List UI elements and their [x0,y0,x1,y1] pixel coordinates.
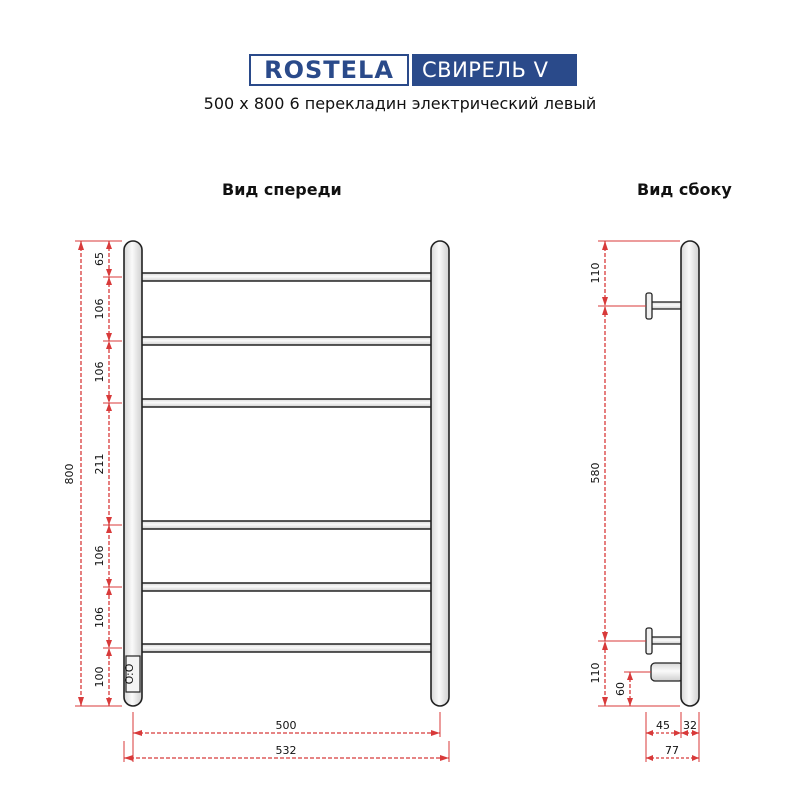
side-dim-middle-label: 580 [589,462,602,484]
dim-arrow [106,698,112,706]
dim-arrow [106,269,112,277]
dim-arrow [106,517,112,525]
front-dim-label-2: 106 [93,298,106,320]
right-vertical-tube [431,241,449,706]
rung-4 [136,521,437,529]
dim-arrow [106,648,112,656]
rung-1 [136,273,437,281]
bottom-bracket [646,628,682,654]
side-dim-bottom-label: 110 [589,662,602,684]
top-bracket [646,293,682,319]
dim-arrow [106,579,112,587]
side-view-title: Вид сбоку [637,180,732,199]
side-view [646,241,699,706]
product-subtitle: 500 x 800 6 перекладин электрический левый [203,94,597,113]
logo-text: ROSTELA [264,56,394,84]
dim-arrow [106,640,112,648]
switch-label: O:O [123,663,136,685]
heater-element [651,663,683,681]
dim-arrow [106,525,112,533]
model-name: СВИРЕЛЬ V [422,58,549,82]
rung-2 [136,337,437,345]
side-dim-top-label: 110 [589,262,602,284]
rung-3 [136,399,437,407]
overall-height-label: 800 [63,463,76,485]
side-vertical-dimensions [589,241,680,706]
front-dim-label-6: 106 [93,607,106,628]
front-dim-label-7: 100 [93,666,106,688]
dim-arrow [106,333,112,341]
side-vertical-tube [681,241,699,706]
front-vertical-dimensions [93,241,122,706]
width-outer-label: 532 [275,744,297,757]
power-switch [123,656,140,692]
depth-total-label: 77 [665,744,679,757]
rung-5 [136,583,437,591]
dim-arrow [106,395,112,403]
front-view-title: Вид спереди [222,180,342,199]
dim-arrow [106,277,112,285]
heater-dim-label: 60 [614,682,627,696]
side-depth-dimensions [646,712,699,762]
front-dim-label-1: 65 [93,252,106,266]
front-view [123,241,449,706]
front-dim-label-4: 211 [93,453,106,475]
dim-arrow [106,241,112,249]
depth-dim-b-label: 32 [683,719,697,732]
front-width-dimensions [124,712,449,762]
front-dim-label-5: 106 [93,545,106,567]
rung-6 [136,644,437,652]
left-vertical-tube [124,241,142,706]
dim-arrow [106,587,112,595]
dim-arrow [106,403,112,411]
rungs-group [136,273,437,652]
width-inner-label: 500 [275,719,297,732]
heater-height-dimension [614,672,651,706]
front-dim-label-3: 106 [93,361,106,383]
depth-dim-a-label: 45 [656,719,670,732]
dim-arrow [106,341,112,349]
